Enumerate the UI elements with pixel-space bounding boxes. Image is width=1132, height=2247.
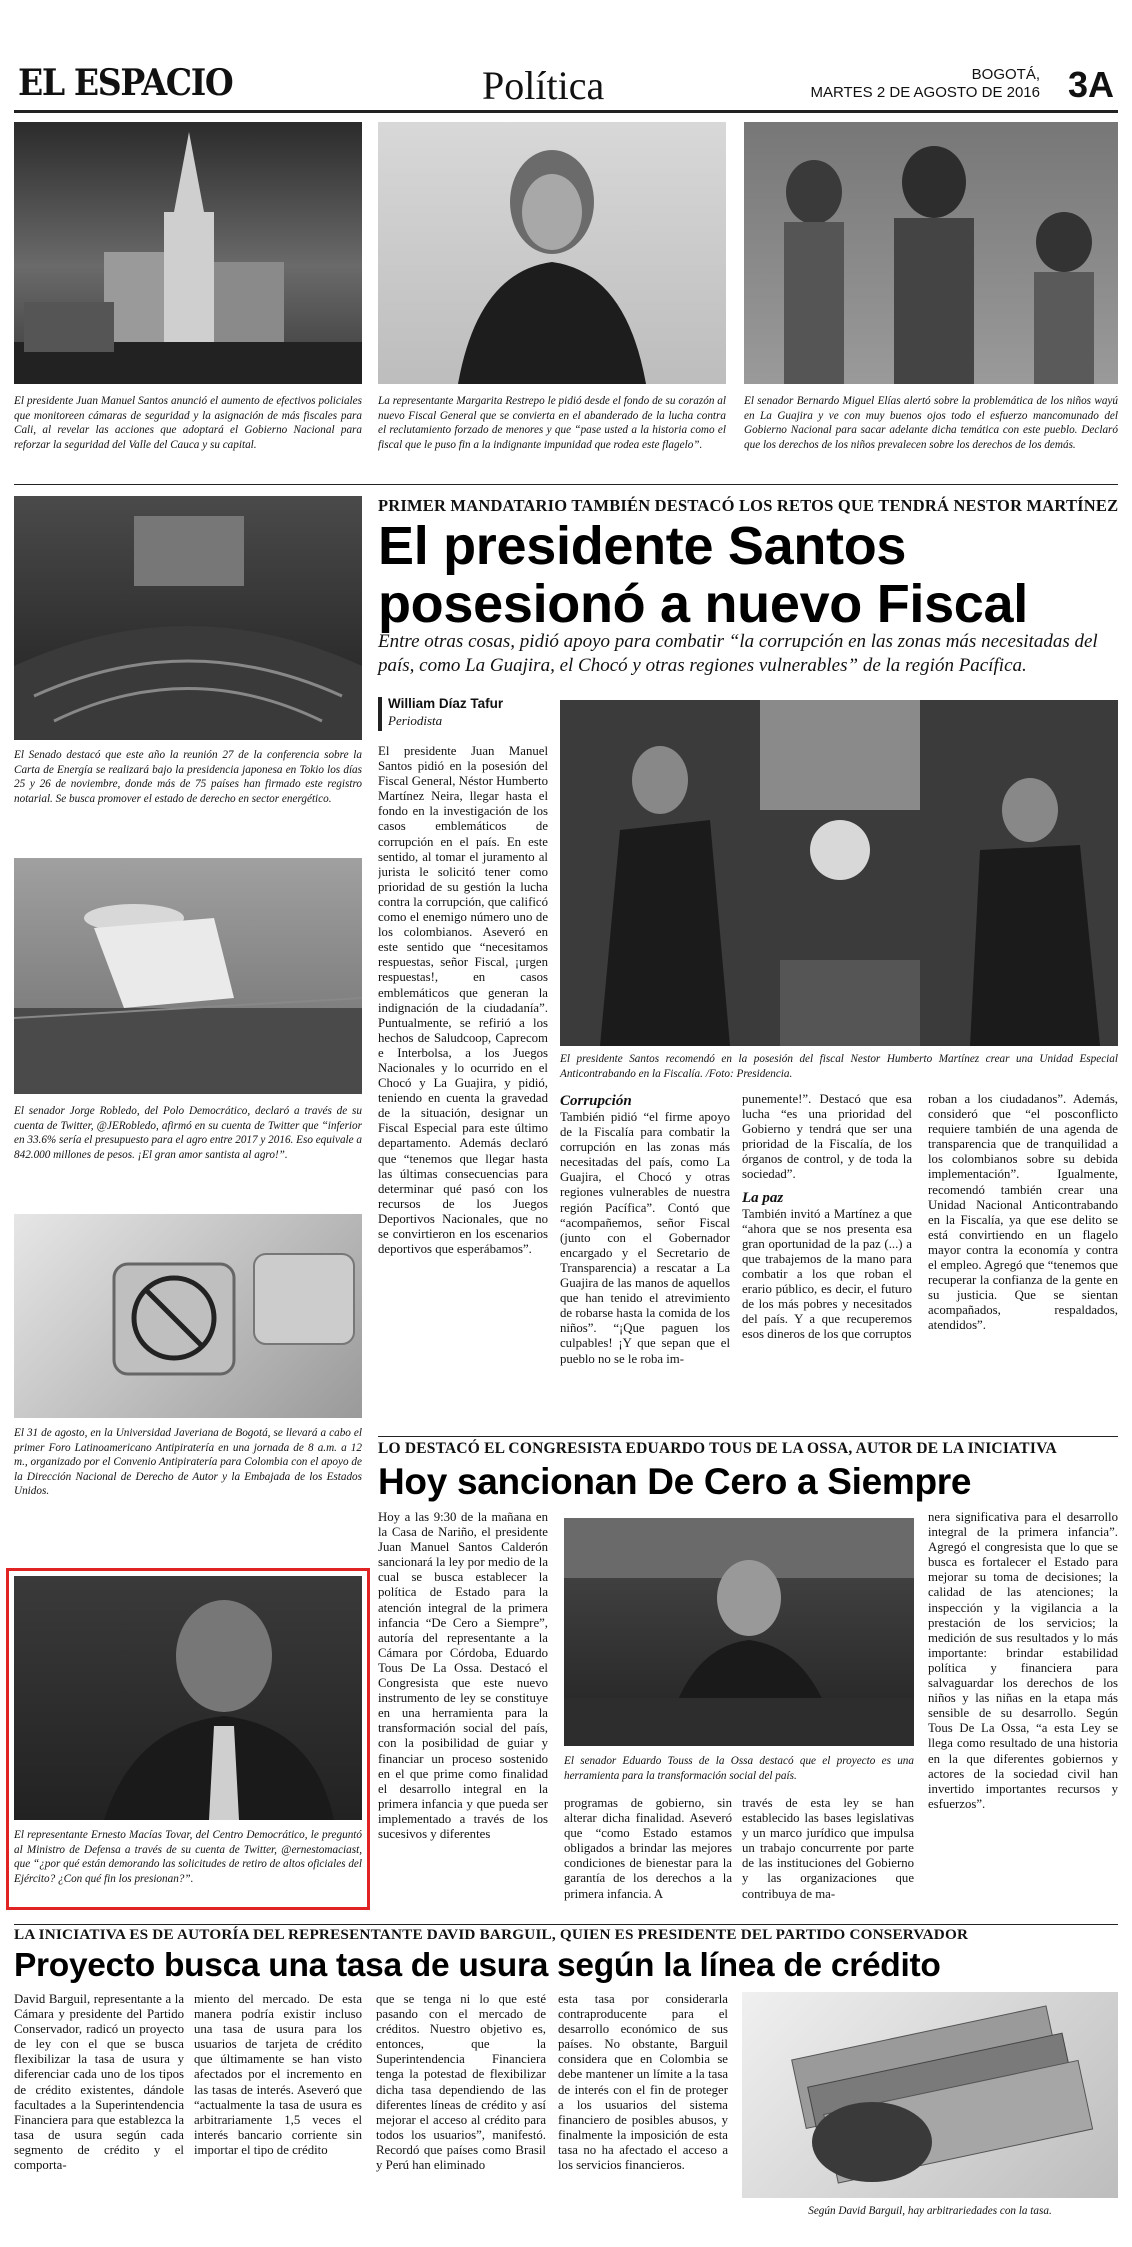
santos-fiscal-photo-caption: El presidente Santos recomendó en la posesión del fiscal Nestor Humberto Martínez crear una Unidad Especial Anticontrabando en la Fiscalía. /Foto: Presidencia. — [560, 1053, 1118, 1080]
byline-role: Periodista — [388, 713, 443, 728]
main-story-headline-1: El presidente Santos — [378, 516, 907, 576]
money-photo — [742, 1992, 1118, 2198]
santos-fiscal-photo — [560, 700, 1118, 1046]
story3-headline: Proyecto busca una tasa de usura según la línea de crédito — [14, 1947, 941, 1984]
tous-photo-caption: El senador Eduardo Touss de la Ossa destacó que el proyecto es una herramienta para la transformación social del país. — [564, 1755, 914, 1782]
story2-col2: programas de gobierno, sin alterar dicha finalidad. Aseveró que “como Estado estamos obligados a brindar las mejores condiciones de bienestar para la garantía de los derechos a la primera infancia. A — [564, 1796, 732, 1901]
subhead-la-paz: La paz — [742, 1189, 784, 1206]
page-number: 3A — [1067, 64, 1114, 105]
piracy-keyboard-photo-caption: El 31 de agosto, en la Universidad Javeriana de Bogotá, se llevará a cabo el primer Foro Latinoamericano Antipiratería en una jornada de 8 a.m. a 12 m., organizado por el Convenio Antipiratería para Colombia con el apoyo de la Dirección Nacional de Derecho de Autor y la Embajada de los Estados Unidos. — [14, 1427, 362, 1498]
congressman-portrait-photo — [14, 1576, 362, 1820]
story3-col4: esta tasa por considerarla contraproducente para el desarrollo económico de sus países. No obstante, Barguil considera que en Colombia se debe mantener un límite a la tasa de interés con el fin de proteger a los usuarios del sistema financiero de posibles abusos, y finalmente la imposición de esta tasa no ha afectado el acceso a los servicios financieros. — [558, 1992, 728, 2173]
story3-col1: David Barguil, representante a la Cámara y presidente del Partido Conservador, radicó un proyecto de ley con el que se busca flexibilizar la tasa de usura y diferenciar cada uno de los tipos de crédito existentes, dándole facultades a la Superintendencia Financiera para que establezca la tasa de usura según cada segmento de crédito y el comporta- — [14, 1992, 184, 2173]
story2-kicker: LO DESTACÓ EL CONGRESISTA EDUARDO TOUS DE LA OSSA, AUTOR DE LA INICIATIVA — [378, 1440, 1057, 1457]
farmer-field-photo-caption: El senador Jorge Robledo, del Polo Democrático, declaró a través de su cuenta de Twitter, @JERobledo, afirmó en su cuenta de Twitter que “inferior en 33.6% sería el presupuesto para el agro entre 2017 y 2016. Eso equivale a 842.000 millones de pesos. ¡El gran amor santista al agro!”. — [14, 1105, 362, 1161]
story2-col4: nera significativa para el desarrollo integral de la primera infancia”. Agregó el congresista que lo que se busca es fortalecer el Estado para mejorar su toma de decisiones; la calidad de las atenciones; la inspección y la vigilancia a la prestación de los servicios; la medición de sus resultados y lo más importante: brindar estabilidad política y financiera para salvaguardar los derechos de los niños y las niñas en la etapa más sensible de su desarrollo. Según Tous De La Ossa, “a esta Ley se llega como resultado de una historia en la que diferentes gobiernos y actores de la sociedad civil han invertido importantes recursos y esfuerzos”. — [928, 1510, 1118, 1811]
top-row-rule — [14, 484, 1118, 485]
story3-kicker: LA INICIATIVA ES DE AUTORÍA DEL REPRESENTANTE DAVID BARGUIL, QUIEN ES PRESIDENTE DEL PARTIDO CONSERVADOR — [14, 1926, 969, 1943]
subhead-corrupcion: Corrupción — [560, 1093, 632, 1109]
main-story-col2-text: También pidió “el firme apoyo de la Fiscalía para combatir la corrupción en las zonas más necesitadas del país, como La Guajira, el Chocó y otras regiones vulnerables de nuestra región Pacífica”. Contó que “acompañemos, señor Fiscal (junto con el Gobernador encargado y el Secretario de Transparencia) a rescatar a La Guajira de las manos de aquellos que han tenido el atrevimiento de robarse hasta la comida de los niños”. “¡Que paguen los culpables! ¡Y que sepan que el pueblo no se le roba im- — [560, 1110, 730, 1366]
senate-chamber-photo — [14, 496, 362, 740]
main-story-col4: roban a los ciudadanos”. Además, consideró que “el posconflicto requiere también de una agenda de transparencia que de tranquilidad a los colombianos sobre su debida implementación”. Igualmente, recomendó también crear una Unidad Nacional Anticontrabando en la Fiscalía, ya que ese delito se está convirtiendo en un flagelo mayor contra la economía y contra el empleo. Agregó que “tenemos que recuperar la confianza de la gente en su justicia. Que se sientan acompañados, respaldados, atendidos”. — [928, 1092, 1118, 1333]
story2-col3: través de esta ley se han establecido las bases legislativas y un marco jurídico que impulsa un trabajo concurrente por parte de las instituciones del Gobierno y las organizaciones que contribuya de ma- — [742, 1796, 914, 1901]
byline-bar — [378, 697, 382, 731]
woman-portrait-photo-caption: La representante Margarita Restrepo le pidió desde el fondo de su corazón al nuevo Fiscal General que se convierta en el abanderado de la lucha contra el reclutamiento forzado de menores y que “pase usted a la historia como el fiscal que le puso fin a la indignante impunidad que rodea este flagelo”. — [378, 395, 726, 451]
date-label: MARTES 2 DE AGOSTO DE 2016 — [810, 84, 1040, 101]
main-story-col3b-text: También invitó a Martínez a que “ahora que se nos presenta esa gran oportunidad de la paz (...) a que trabajemos de la mano para combatir a los que roban el erario público, es decir, el futuro de los más pobres y necesitados del país. Y a que recuperemos esos dineros de los que corruptos — [742, 1206, 912, 1342]
children-photo-caption: El senador Bernardo Miguel Elías alertó sobre la problemática de los niños wayú en La Guajira y ve con muy buenos ojos todo el esfuerzo mancomunado del Gobierno Nacional para sacar adelante dicha temática con este pueblo. Declaró que los derechos de los niños prevalecen sobre los derechos de los demás. — [744, 395, 1118, 451]
story2-col1: Hoy a las 9:30 de la mañana en la Casa de Nariño, el presidente Juan Manuel Santos Calderón sancionará la ley por medio de la cual se busca establecer la política de Estado para la atención integral de la primera infancia “De Cero a Siempre”, autoría del representante a la Cámara por Córdoba, Eduardo Tous De La Ossa. Destacó el Congresista que este nuevo instrumento de ley se constituye en una herramienta para la transformación social del país, con la posibilidad de guiar y financiar un proceso sostenido en el que prime como finalidad el desarrollo integral en la primera infancia y que pueda ser implementado a través de los sucesivos y diferentes — [378, 1510, 548, 1841]
main-story-col3 — [742, 1092, 912, 1432]
story3-rule — [14, 1924, 1118, 1925]
tous-photo — [564, 1518, 914, 1746]
church-photo — [14, 122, 362, 384]
byline-name: William Díaz Tafur — [388, 696, 504, 711]
city-label: BOGOTÁ, — [971, 66, 1040, 83]
church-photo-caption: El presidente Juan Manuel Santos anunció el aumento de efectivos policiales que monitoreen cámaras de seguridad y la asignación de más fiscales para Cali, al revelar las acciones que adoptará el Gobierno Nacional para reforzar la seguridad del Valle del Cauca y su capital. — [14, 395, 362, 451]
senate-chamber-photo-caption: El Senado destacó que este año la reunión 27 de la conferencia sobre la Carta de Energía se realizará bajo la presidencia japonesa en Tokio los días 25 y 26 de noviembre, donde más de 75 países han firmado este registro notarial. Se busca promover el estado de derecho en sector energético. — [14, 749, 362, 805]
woman-portrait-photo — [378, 122, 726, 384]
section-title: Política — [482, 63, 605, 108]
money-photo-caption: Según David Barguil, hay arbitrariedades con la tasa. — [808, 2205, 1052, 2217]
main-story-col2 — [560, 1092, 730, 1432]
story3-col2: miento del mercado. De esta manera podría existir incluso una tasa de usura para los usuarios de tarjeta de crédito que últimamente se han visto afectados por el incremento en las tasas de interés. Aseveró que “actualmente la tasa de usura es arbitrariamente 1,5 veces el interés bancario corriente sin importar el tipo de crédito — [194, 1992, 362, 2157]
brand-logo: EL ESPACIO — [18, 62, 233, 104]
story2-headline: Hoy sancionan De Cero a Siempre — [378, 1461, 972, 1502]
masthead — [14, 62, 1118, 112]
main-story-kicker: PRIMER MANDATARIO TAMBIÉN DESTACÓ LOS RETOS QUE TENDRÁ NESTOR MARTÍNEZ — [378, 496, 1119, 515]
masthead-rule — [14, 110, 1118, 113]
main-story-headline-2: posesionó a nuevo Fiscal — [378, 574, 1028, 634]
main-story-col3a-text: punemente!”. Destacó que esa lucha “es una prioridad del Gobierno y tendrá que ser una prioridad de la Fiscalía, de los órganos de control, y de toda la sociedad”. — [742, 1092, 912, 1182]
piracy-keyboard-photo — [14, 1214, 362, 1418]
story3-col3: que se tenga ni lo que esté pasando con el mercado de créditos. Nuestro objetivo es, entonces, que la Superintendencia Financiera tenga la potestad de flexibilizar dicha tasa dependiendo de las diferentes líneas de crédito y así mejorar el acceso al crédito para todos los usuarios”, manifestó. Recordó que países como Brasil y Perú han eliminado — [376, 1992, 546, 2173]
main-story-deck: Entre otras cosas, pidió apoyo para combatir “la corrupción en las zonas más necesitadas del país, como La Guajira, el Chocó y otras regiones vulnerables” de la región Pacífica. — [378, 631, 1098, 676]
children-photo — [744, 122, 1118, 384]
congressman-portrait-photo-caption: El representante Ernesto Macías Tovar, del Centro Democrático, le preguntó al Ministro de Defensa a través de su cuenta de Twitter, @ernestomaciast, que “¿por qué están demorando las solicitudes de retiro de altos oficiales del Ejército? ¿Con qué fin los presionan?”. — [14, 1829, 362, 1885]
story2-rule — [378, 1436, 1118, 1437]
farmer-field-photo — [14, 858, 362, 1094]
main-story-col1: El presidente Juan Manuel Santos pidió en la posesión del Fiscal General, Néstor Humberto Martínez Neira, llegar hasta el fondo en la investigación de los casos emblemáticos de corrupción en el país. En este sentido, al tomar el juramento al jurista le solicitó tener como prioridad de su gestión la lucha contra la corrupción, que calificó como el enemigo número uno de los colombianos. Aseveró en este sentido que “necesitamos respuestas, señor Fiscal, ¡urgen respuestas!, en casos emblemáticos que generan la indignación de la ciudadanía”. Puntualmente, se refirió a los hechos de Saludcoop, Caprecom e Interbolsa, a los Juegos Nacionales y lo ocurrido en el Chocó y La Guajira, y pidió, teniendo en cuenta la gravedad de la situación, designar un Fiscal Especial para este último departamento. Además declaró que “tenemos que llegar hasta las últimas consecuencias para determinar qué pasó con los recursos de los Juegos Deportivos Nacionales, que no se convirtieron en los escenarios deportivos que esperábamos”. — [378, 744, 548, 1257]
